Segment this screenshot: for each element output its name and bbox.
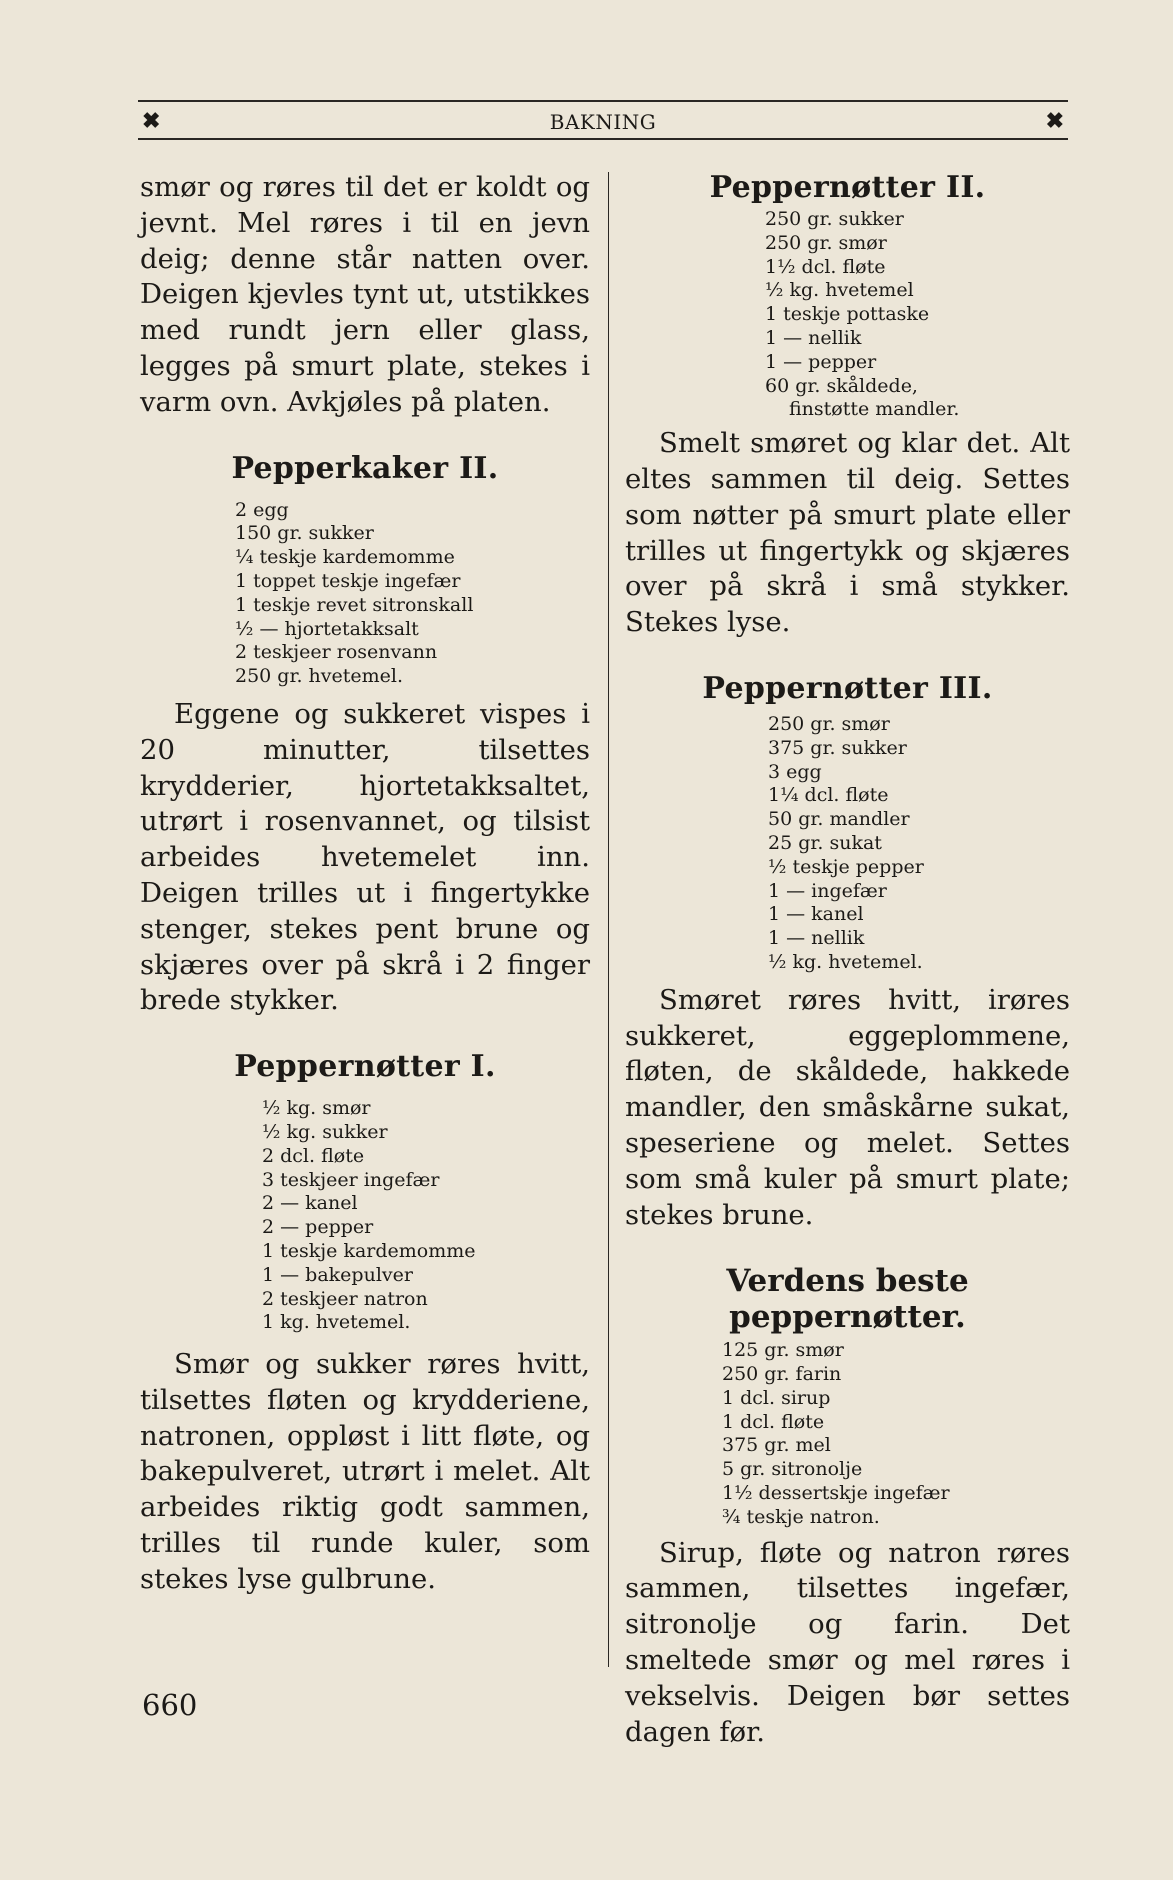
ingredient-item: 2 dcl. fløte bbox=[262, 1144, 365, 1167]
ingredient-item: 1 dcl. sirup bbox=[722, 1386, 831, 1409]
method-paragraph-verdens-beste: Sirup, fløte og natron røres sammen, tilsettes ingefær, sitronolje og farin. Det smeltede smør og mel røres i vekselvis. Deigen bør settes dagen før. bbox=[625, 1536, 1070, 1748]
ingredient-item: 1¼ dcl. fløte bbox=[768, 784, 889, 807]
ingredient-item: 150 gr. sukker bbox=[235, 522, 374, 545]
page-number: 660 bbox=[142, 1688, 198, 1722]
ingredient-item: 1 — pepper bbox=[765, 350, 877, 373]
ingredient-item: 375 gr. mel bbox=[722, 1434, 831, 1457]
ingredient-item: 2 teskjeer natron bbox=[262, 1287, 428, 1310]
ingredient-item: 250 gr. smør bbox=[768, 712, 890, 735]
ingredient-item: finstøtte mandler. bbox=[789, 398, 960, 421]
continuation-paragraph: smør og røres til det er koldt og jevnt. Mel røres i til en jevn deig; denne står natten over. Deigen kjevles tynt ut, utstikkes med rundt jern eller glass, legges på smurt plate, stekes i varm ovn. Avkjøles på platen. bbox=[140, 171, 590, 418]
right-column bbox=[625, 170, 1070, 1750]
recipe-title-peppernotter-2: Peppernøtter II. bbox=[709, 170, 986, 205]
running-header bbox=[138, 100, 1068, 140]
ingredient-item: ½ kg. hvetemel. bbox=[768, 950, 923, 973]
ingredient-item: 5 gr. sitronolje bbox=[722, 1458, 863, 1481]
ingredient-list-peppernotter-2 bbox=[765, 208, 1070, 422]
ingredient-item: 2 — pepper bbox=[262, 1216, 374, 1239]
method-paragraph-peppernotter-3: Smøret røres hvitt, irøres sukkeret, eggeplommene, fløten, de skåldede, hakkede mandler, den småskårne sukat, speseriene og melet. Settes som små kuler på smurt plate; stekes brune. bbox=[625, 983, 1070, 1231]
ingredient-item: 50 gr. mandler bbox=[768, 808, 910, 831]
ingredient-item: 1 teskje pottaske bbox=[765, 303, 930, 326]
left-column bbox=[140, 170, 590, 1598]
ingredient-item: 25 gr. sukat bbox=[768, 831, 882, 854]
ingredient-item: 250 gr. hvetemel. bbox=[235, 665, 404, 688]
ingredient-item: 250 gr. sukker bbox=[765, 208, 904, 230]
ingredient-item: 3 teskjeer ingefær bbox=[262, 1168, 440, 1191]
method-paragraph-peppernotter-2: Smelt smøret og klar det. Alt eltes sammen til deig. Settes som nøtter på smurt plate eller trilles ut fingertykk og skjæres over på skrå i små stykker. Stekes lyse. bbox=[625, 427, 1070, 639]
method-paragraph-pepperkaker-2: Eggene og sukkeret vispes i 20 minutter, tilsettes krydderier, hjortetakksaltet, utrørt i rosenvannet, og tilsist arbeides hvetemelet inn. Deigen trilles ut i fingertykke stenger, stekes pent brune og skjæres over på skrå i 2 finger brede stykker. bbox=[140, 697, 590, 1017]
running-head-title: BAKNING bbox=[549, 110, 657, 134]
ingredient-item: 1½ dcl. fløte bbox=[765, 255, 886, 278]
ingredient-item: ½ kg. smør bbox=[262, 1097, 371, 1120]
ingredient-list-peppernotter-1 bbox=[262, 1097, 590, 1335]
ingredient-item: 250 gr. smør bbox=[765, 231, 887, 254]
ingredient-item: ½ kg. hvetemel bbox=[765, 279, 914, 302]
ingredient-item: 1 kg. hvetemel. bbox=[262, 1311, 411, 1334]
method-paragraph-peppernotter-1: Smør og sukker røres hvitt, tilsettes fløten og krydderiene, natronen, oppløst i litt fløte, og bakepulveret, utrørt i melet. Alt arbeides riktig godt sammen, trilles til runde kuler, som stekes lyse gulbrune. bbox=[140, 1348, 590, 1595]
ingredient-item: 1 — ingefær bbox=[768, 879, 887, 902]
ingredient-item: ½ teskje pepper bbox=[768, 855, 924, 878]
ingredient-item: 1 toppet teskje ingefær bbox=[235, 569, 461, 592]
ingredient-item: 1 — kanel bbox=[768, 903, 864, 926]
ingredient-item: 125 gr. smør bbox=[722, 1339, 844, 1362]
ornament-right-icon: ✖ bbox=[1045, 108, 1064, 134]
ingredient-item: 2 — kanel bbox=[262, 1192, 358, 1215]
ingredient-list-verdens-beste bbox=[722, 1339, 1070, 1529]
ingredient-item: 2 teskjeer rosenvann bbox=[235, 641, 438, 664]
recipe-title-peppernotter-3: Peppernøtter III. bbox=[702, 670, 993, 706]
ingredient-item: 1½ dessertskje ingefær bbox=[722, 1482, 950, 1505]
ingredient-item: 2 egg bbox=[235, 498, 289, 521]
ingredient-item: 1 — bakepulver bbox=[262, 1263, 413, 1286]
ingredient-list-pepperkaker-2 bbox=[235, 499, 590, 689]
ingredient-item: ¼ teskje kardemomme bbox=[235, 546, 455, 569]
ingredient-item: 375 gr. sukker bbox=[768, 736, 907, 759]
recipe-title-verdens-beste: Verdens beste peppernøtter. bbox=[726, 1263, 969, 1336]
recipe-title-pepperkaker-2: Pepperkaker II. bbox=[231, 450, 499, 486]
ingredient-item: 1 dcl. fløte bbox=[722, 1410, 825, 1433]
ingredient-item: 60 gr. skåldede, bbox=[765, 374, 918, 397]
ornament-left-icon: ✖ bbox=[142, 108, 161, 134]
column-divider bbox=[608, 172, 609, 1667]
recipe-title-peppernotter-1: Peppernøtter I. bbox=[234, 1049, 496, 1085]
ingredient-item: 250 gr. farin bbox=[722, 1363, 842, 1386]
ingredient-item: 1 teskje revet sitronskall bbox=[235, 593, 474, 616]
ingredient-item: 1 — nellik bbox=[765, 326, 862, 349]
ingredient-item: 1 teskje kardemomme bbox=[262, 1239, 476, 1262]
ingredient-item: ¾ teskje natron. bbox=[722, 1505, 880, 1528]
ingredient-item: ½ — hjortetakksalt bbox=[235, 617, 419, 640]
ingredient-item: 1 — nellik bbox=[768, 927, 865, 950]
ingredient-item: ½ kg. sukker bbox=[262, 1120, 388, 1143]
ingredient-list-peppernotter-3 bbox=[768, 713, 1070, 975]
ingredient-item: 3 egg bbox=[768, 760, 822, 783]
